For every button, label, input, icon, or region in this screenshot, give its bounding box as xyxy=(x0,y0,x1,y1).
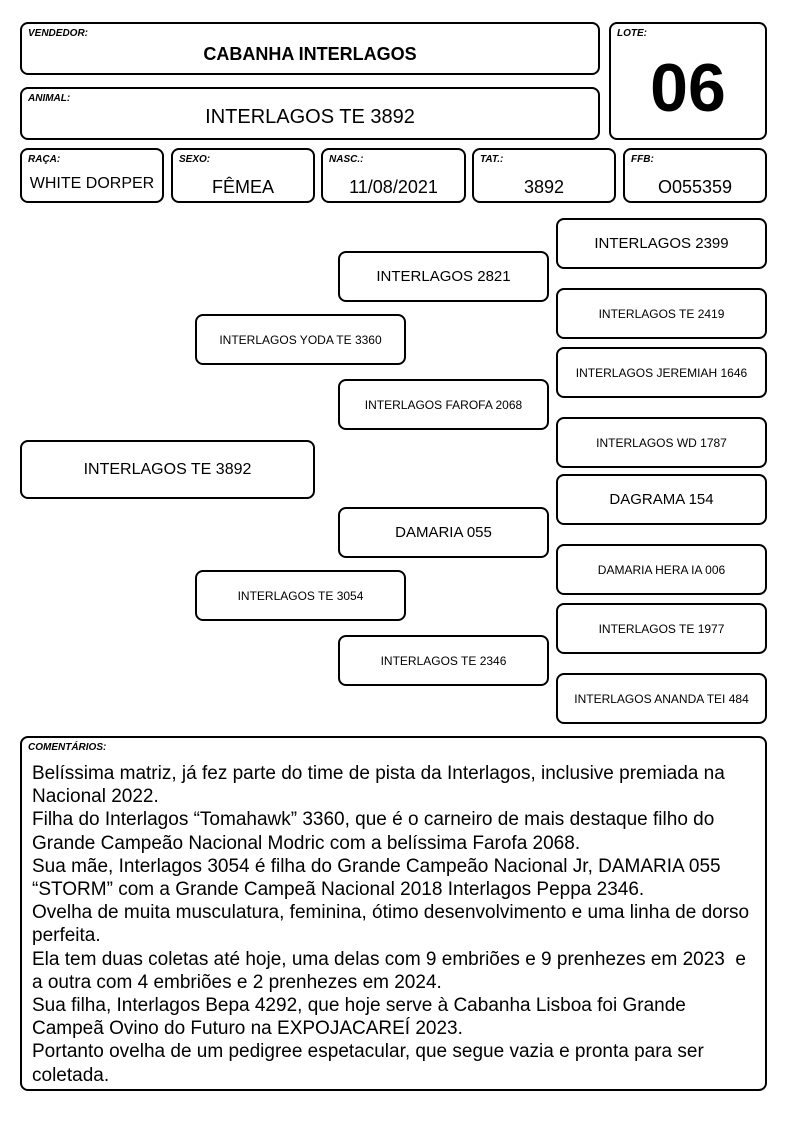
comments-label: COMENTÁRIOS: xyxy=(28,742,107,753)
nasc-box xyxy=(321,148,466,203)
sexo-box xyxy=(171,148,315,203)
tat-value: 3892 xyxy=(523,177,565,197)
pedigree-ggp-5: DAGRAMA 154 xyxy=(556,474,767,525)
raca-label: RAÇA: xyxy=(28,154,61,165)
raca-box xyxy=(20,148,164,203)
comment-paragraph: Sua mãe, Interlagos 3054 é filha do Grande Campeão Nacional Jr, DAMARIA 055 “STORM” com a Grande Campeã Nacional 2018 Interlagos Peppa 2346. xyxy=(32,855,732,901)
sexo-label: SEXO: xyxy=(179,154,211,165)
comment-paragraph: Sua filha, Interlagos Bepa 4292, que hoje serve à Cabanha Lisboa foi Grande Campeã Ovino do Futuro na EXPOJACAREÍ 2023. xyxy=(32,995,692,1040)
pedigree-ggp-8: INTERLAGOS ANANDA TEI 484 xyxy=(556,673,767,724)
pedigree-sire-dam: INTERLAGOS FAROFA 2068 xyxy=(338,379,549,430)
comment-paragraph: Ela tem duas coletas até hoje, uma delas com 9 embriões e 9 prenhezes em 2023 e a outra com 4 embriões e 2 prenhezes em 2024. xyxy=(32,948,752,993)
comment-paragraph: Filha do Interlagos “Tomahawk” 3360, que é o carneiro de mais destaque filho do Grande Campeão Nacional Modric com a belíssima Farofa 2068. xyxy=(32,809,720,854)
pedigree-animal: INTERLAGOS TE 3892 xyxy=(20,440,315,499)
raca-value: WHITE DORPER xyxy=(29,175,155,192)
comment-paragraph: Belíssima matriz, já fez parte do time de pista da Interlagos, inclusive premiada na Nacional 2022. xyxy=(32,763,731,808)
pedigree-ggp-6: DAMARIA HERA IA 006 xyxy=(556,544,767,595)
pedigree-ggp-2: INTERLAGOS TE 2419 xyxy=(556,288,767,339)
ffb-label: FFB: xyxy=(631,154,654,165)
tat-label: TAT.: xyxy=(480,154,504,165)
pedigree-dam-dam: INTERLAGOS TE 2346 xyxy=(338,635,549,686)
animal-label: ANIMAL: xyxy=(28,93,71,104)
comment-paragraph: Ovelha de muita musculatura, feminina, ótimo desenvolvimento e uma linha de dorso perfeita. xyxy=(32,902,755,947)
comment-paragraph: Portanto ovelha de um pedigree espetacular, que segue vazia e pronta para ser coletada. xyxy=(32,1041,710,1086)
animal-value: INTERLAGOS TE 3892 xyxy=(205,106,415,128)
comments-text xyxy=(32,762,757,1087)
pedigree-dam: INTERLAGOS TE 3054 xyxy=(195,570,406,621)
nasc-label: NASC.: xyxy=(329,154,364,165)
pedigree-ggp-1: INTERLAGOS 2399 xyxy=(556,218,767,269)
ffb-box xyxy=(623,148,767,203)
vendedor-box xyxy=(20,22,600,75)
vendedor-value: CABANHA INTERLAGOS xyxy=(203,44,417,64)
tat-box xyxy=(472,148,616,203)
pedigree-sire-sire: INTERLAGOS 2821 xyxy=(338,251,549,302)
comments-box xyxy=(20,736,767,1091)
pedigree-ggp-4: INTERLAGOS WD 1787 xyxy=(556,417,767,468)
pedigree-sire: INTERLAGOS YODA TE 3360 xyxy=(195,314,406,365)
lote-label: LOTE: xyxy=(617,28,647,39)
animal-box xyxy=(20,87,600,140)
lote-number: 06 xyxy=(650,50,726,126)
sexo-value: FÊMEA xyxy=(211,177,274,197)
vendedor-label: VENDEDOR: xyxy=(28,28,89,39)
pedigree-ggp-3: INTERLAGOS JEREMIAH 1646 xyxy=(556,347,767,398)
nasc-value: 11/08/2021 xyxy=(349,177,438,197)
ffb-value: O055359 xyxy=(657,177,733,197)
pedigree-ggp-7: INTERLAGOS TE 1977 xyxy=(556,603,767,654)
lote-box xyxy=(609,22,767,140)
pedigree-dam-sire: DAMARIA 055 xyxy=(338,507,549,558)
